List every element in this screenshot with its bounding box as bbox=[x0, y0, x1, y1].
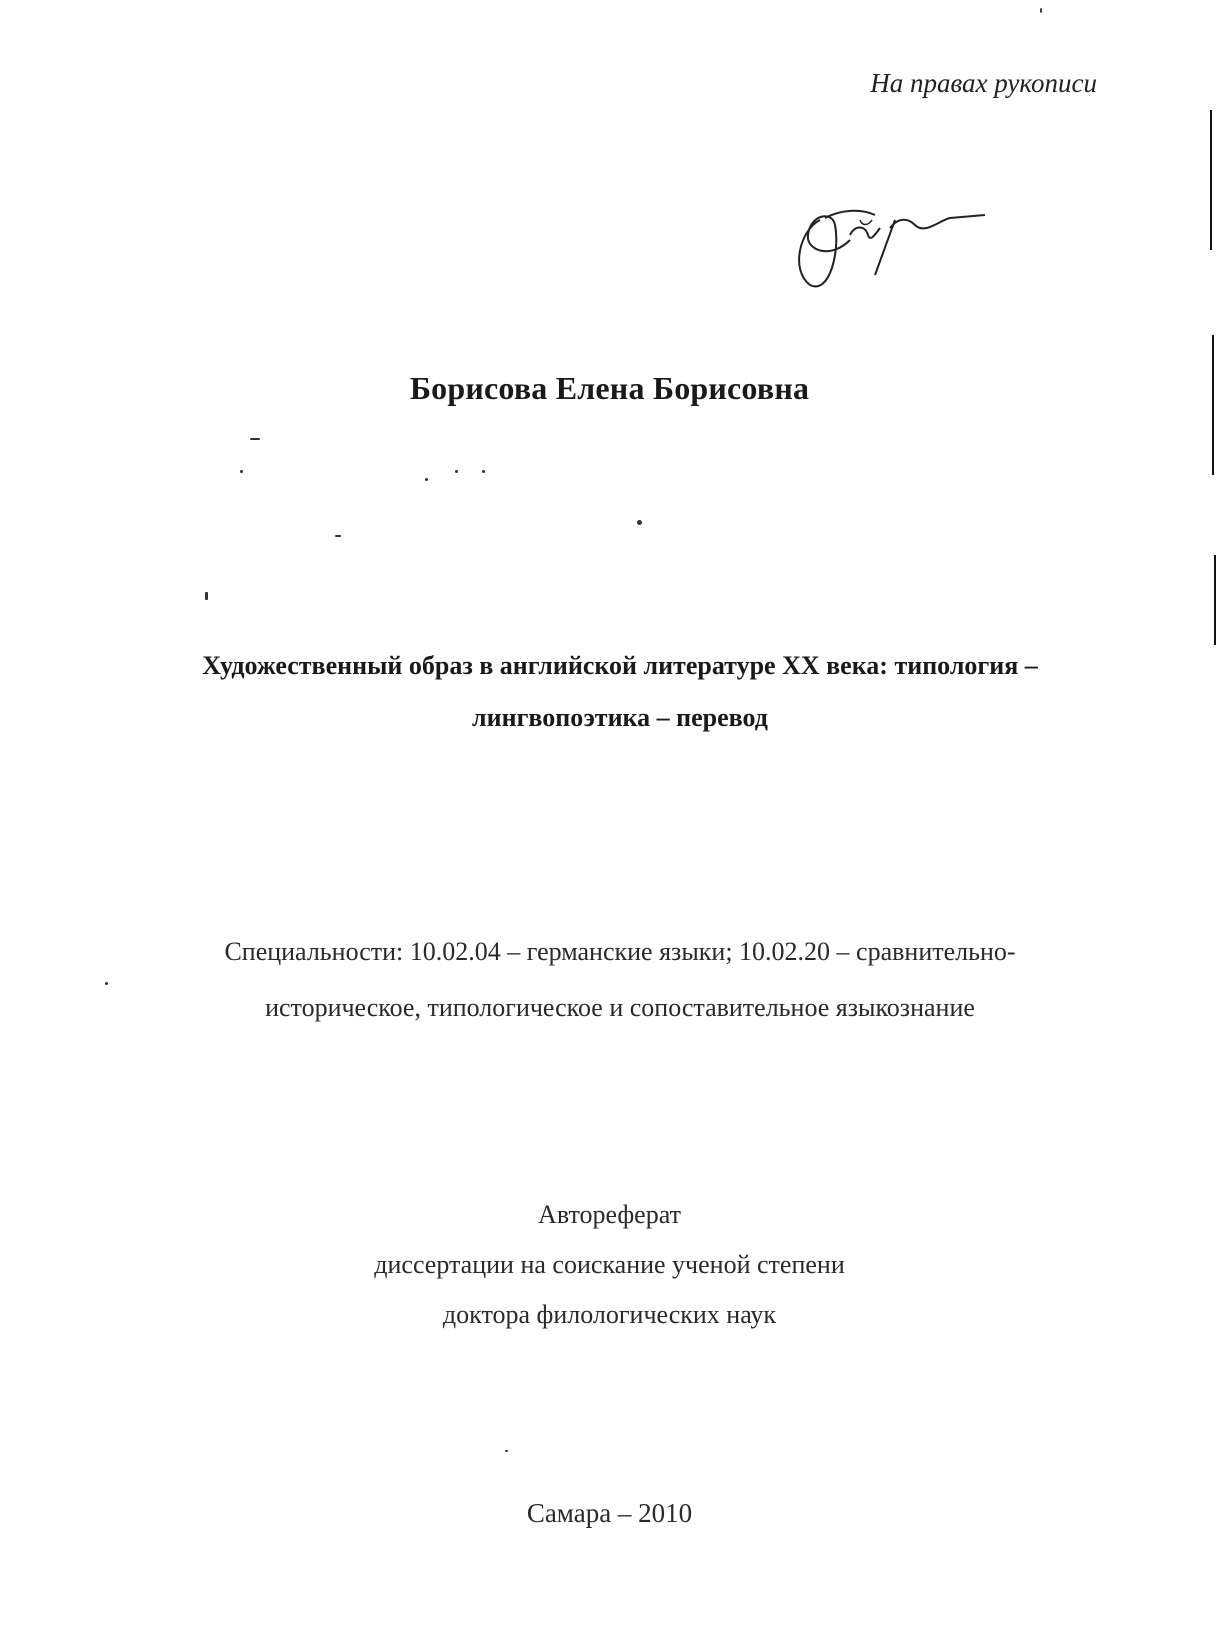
scan-speck bbox=[637, 520, 642, 525]
specialties-line-2: историческое, типологическое и сопоставительное языкознание bbox=[265, 993, 975, 1022]
scan-speck bbox=[240, 470, 243, 473]
scan-edge-mark bbox=[1214, 555, 1216, 645]
scan-speck bbox=[250, 438, 260, 440]
scan-speck bbox=[425, 478, 428, 481]
scan-speck bbox=[482, 470, 485, 473]
title-line-2: лингвопоэтика – перевод bbox=[472, 703, 768, 732]
title-line-1: Художественный образ в английской литературе XX века: типология – bbox=[202, 651, 1038, 680]
specialties-line-1: Специальности: 10.02.04 – германские языки; 10.02.20 – сравнительно- bbox=[224, 937, 1016, 966]
dissertation-title bbox=[120, 640, 1120, 744]
abstract-line-3: доктора филологических наук bbox=[442, 1300, 777, 1329]
scan-edge-mark bbox=[1210, 110, 1212, 250]
scan-speck bbox=[505, 1450, 508, 1452]
abstract-block bbox=[0, 1190, 1219, 1340]
scan-speck bbox=[455, 470, 458, 473]
rights-note: На правах рукописи bbox=[870, 68, 1097, 98]
scan-speck bbox=[205, 592, 208, 600]
scan-speck bbox=[105, 982, 108, 985]
author-name: Борисова Елена Борисовна bbox=[409, 370, 810, 406]
abstract-line-2: диссертации на соискание ученой степени bbox=[374, 1250, 845, 1279]
signature-icon bbox=[790, 190, 990, 300]
scan-edge-mark bbox=[1212, 335, 1214, 475]
scan-speck bbox=[1040, 8, 1042, 13]
city-year: Самара – 2010 bbox=[526, 1498, 693, 1528]
scan-speck bbox=[335, 535, 341, 537]
abstract-heading: Автореферат bbox=[538, 1200, 681, 1229]
specialties bbox=[120, 924, 1120, 1036]
